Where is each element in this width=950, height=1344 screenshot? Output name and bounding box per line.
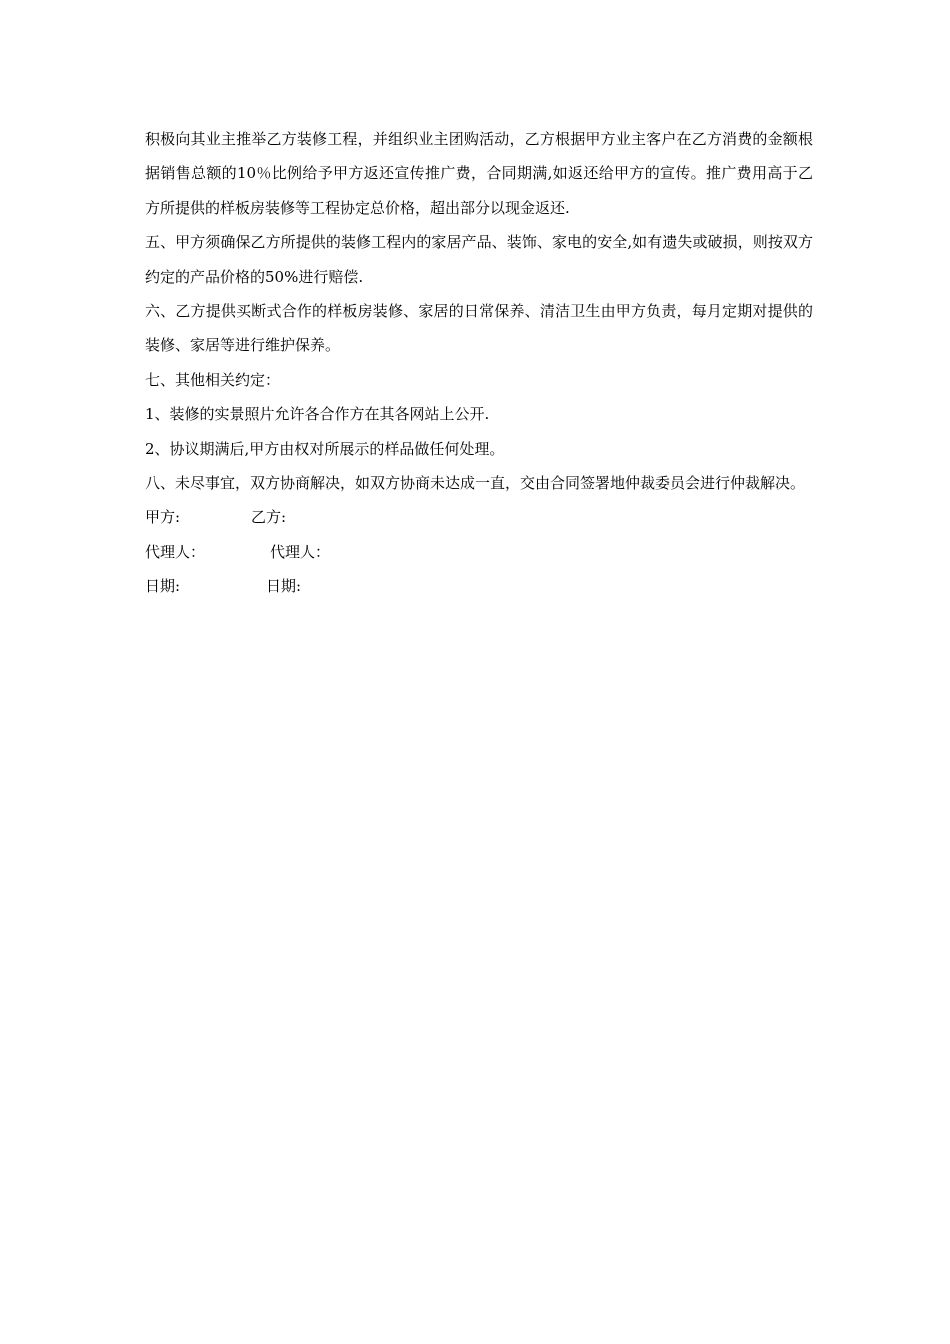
agent-b-label: 代理人： [270,542,331,561]
paragraph-clause-five: 五、甲方须确保乙方所提供的装修工程内的家居产品、装饰、家电的安全,如有遗失或破损，则按双方约定的产品价格的50%进行赔偿. [145,233,813,286]
agent-a-label: 代理人： [145,542,206,561]
party-b-label: 乙方: [251,508,287,527]
paragraph-clause-six: 六、乙方提供买断式合作的样板房装修、家居的日常保养、清洁卫生由甲方负责，每月定期对提供的装修、家居等进行维护保养。 [145,302,813,355]
date-b-label: 日期: [266,577,302,596]
party-a-label: 甲方: [145,508,181,527]
paragraph-clause-seven-item-2: 2、协议期满后,甲方由权对所展示的样品做任何处理。 [145,439,505,458]
signature-row-dates [145,569,813,603]
paragraph-clause-seven-heading: 七、其他相关约定： [145,370,281,389]
paragraph-promotion-rebate: 积极向其业主推举乙方装修工程，并组织业主团购活动，乙方根据甲方业主客户在乙方消费的金额根据销售总额的10％比例给予甲方返还宣传推广费，合同期满,如返还给甲方的宣传。推广费用高于乙方所提供的样板房装修等工程协定总价格，超出部分以现金返还. [145,130,813,217]
date-a-label: 日期: [145,577,181,596]
paragraph-clause-eight: 八、未尽事宜，双方协商解决，如双方协商未达成一直，交由合同签署地仲裁委员会进行仲裁解决。 [145,474,806,493]
paragraph-clause-seven-item-1: 1、装修的实景照片允许各合作方在其各网站上公开. [145,405,490,424]
document-body [145,122,813,604]
signature-row-parties [145,500,813,534]
signature-row-agents [145,535,813,569]
